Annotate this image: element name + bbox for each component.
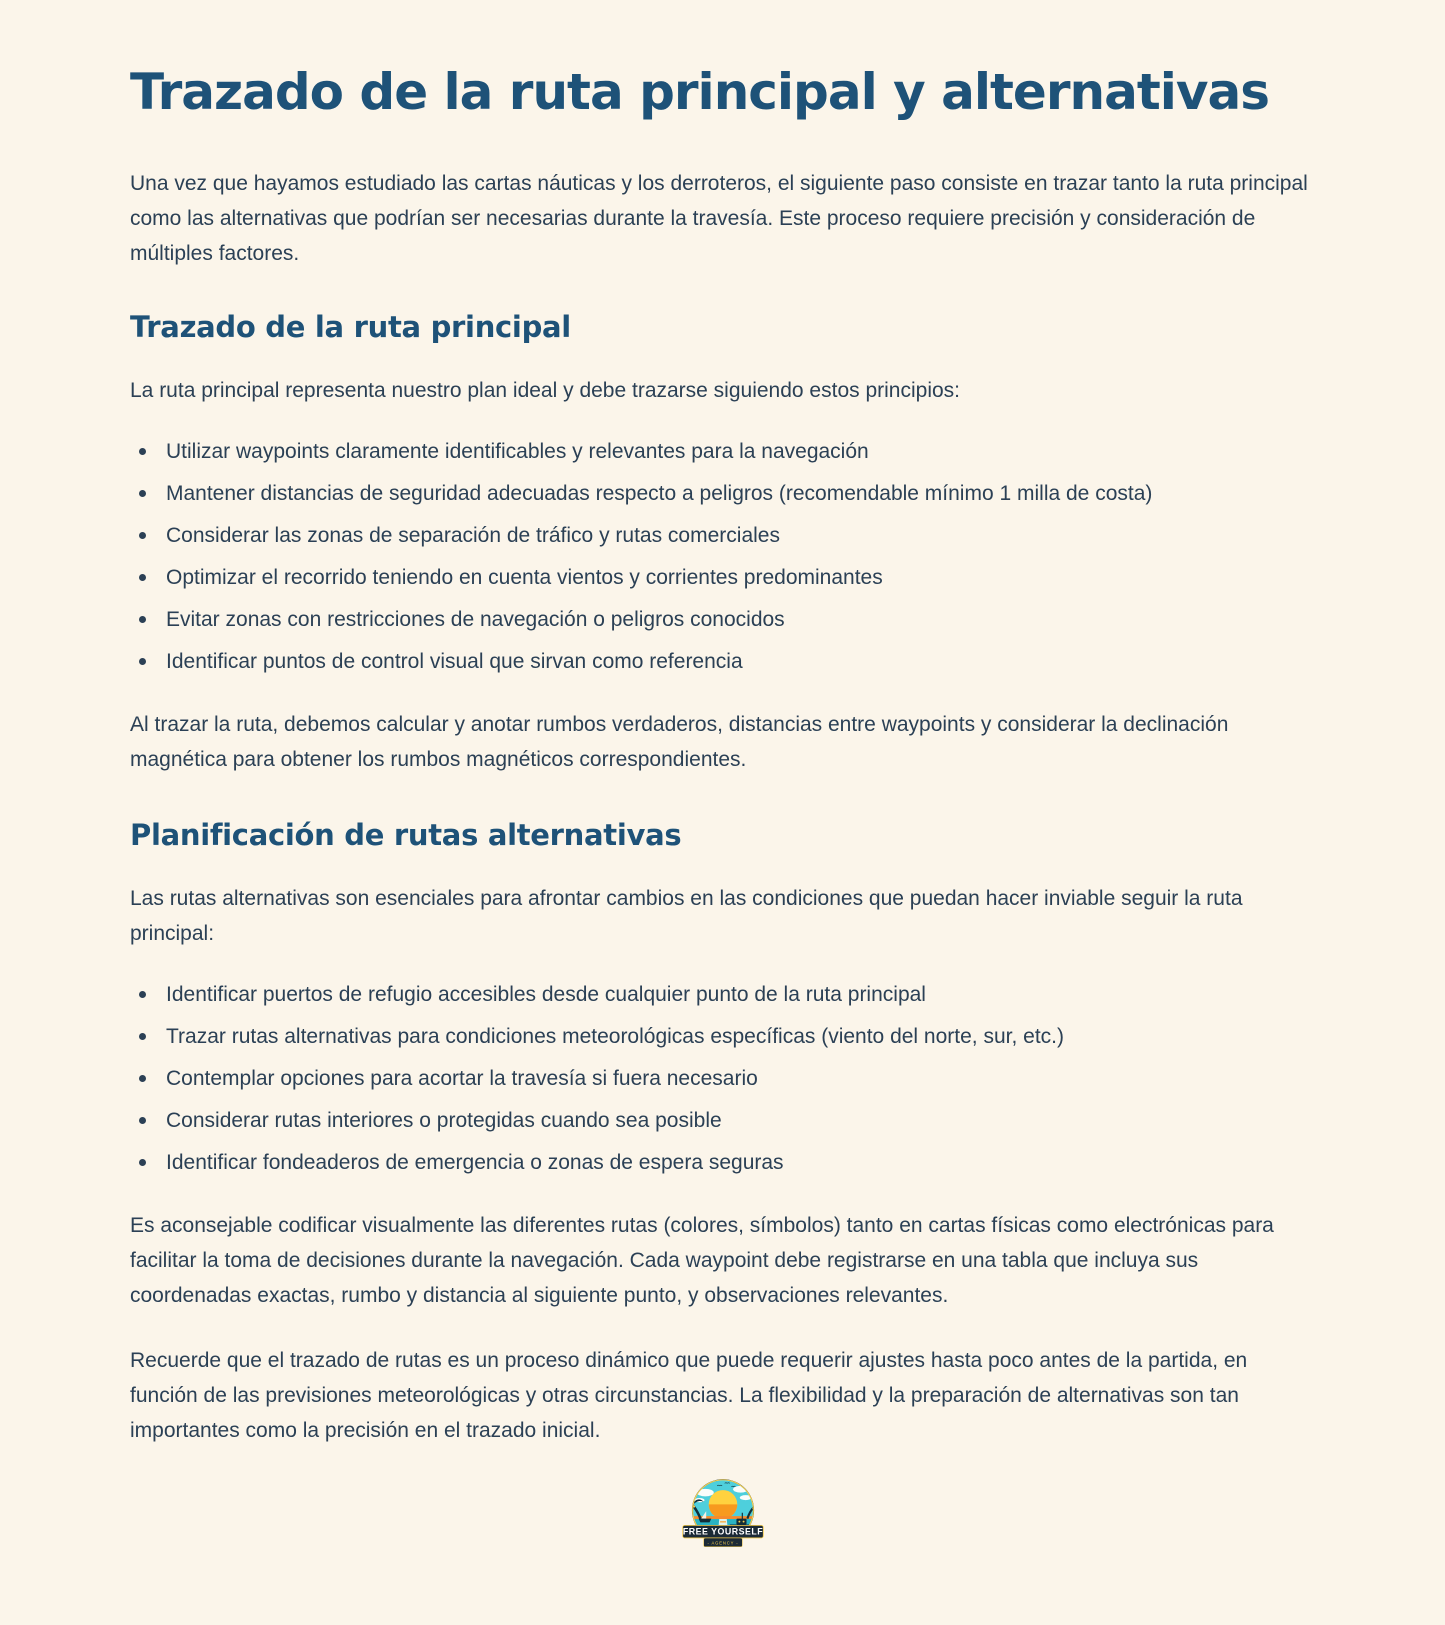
footer-logo (130, 1478, 1315, 1566)
closing-paragraph: Recuerde que el trazado de rutas es un proceso dinámico que puede requerir ajustes hasta poco antes de la partida, en función de las previsiones meteorológicas y otras circunstancias. La flexibilidad y la preparación de alternativas son tan importantes como la precisión en el trazado inicial. (130, 1349, 1248, 1442)
section-heading-ruta-principal: Trazado de la ruta principal (130, 310, 571, 344)
logo-subtitle-text: - AGENCY - (707, 1540, 738, 1546)
intro-paragraph: Una vez que hayamos estudiado las cartas náuticas y los derroteros, el siguiente paso consiste en trazar tanto la ruta principal como las alternativas que podrían ser necesarias durante la travesía. Este proceso requiere precisión y consideración de múltiples factores. (130, 172, 1308, 265)
section2-bullet-list (130, 977, 1315, 1180)
list-item: Evitar zonas con restricciones de navegación o peligros conocidos (130, 602, 1315, 637)
list-item: Utilizar waypoints claramente identificables y relevantes para la navegación (130, 434, 1315, 469)
list-item: Mantener distancias de seguridad adecuadas respecto a peligros (recomendable mínimo 1 milla de costa) (130, 476, 1315, 511)
list-item: Optimizar el recorrido teniendo en cuenta vientos y corrientes predominantes (130, 560, 1315, 595)
logo-name-text: FREE YOURSELF (682, 1526, 763, 1537)
document-page (0, 62, 1445, 1625)
section1-outro-paragraph: Al trazar la ruta, debemos calcular y anotar rumbos verdaderos, distancias entre waypoints y considerar la declinación magnética para obtener los rumbos magnéticos correspondientes. (130, 713, 1229, 771)
list-item: Trazar rutas alternativas para condiciones meteorológicas específicas (viento del norte, sur, etc.) (130, 1019, 1315, 1054)
section-heading-rutas-alternativas: Planificación de rutas alternativas (130, 818, 682, 852)
list-item: Considerar rutas interiores o protegidas cuando sea posible (130, 1103, 1315, 1138)
page-title: Trazado de la ruta principal y alternativas (130, 63, 1269, 121)
section1-lead-paragraph: La ruta principal representa nuestro plan ideal y debe trazarse siguiendo estos principios: (130, 379, 960, 402)
list-item: Considerar las zonas de separación de tráfico y rutas comerciales (130, 518, 1315, 553)
section2-lead-paragraph: Las rutas alternativas son esenciales para afrontar cambios en las condiciones que puedan hacer inviable seguir la ruta principal: (130, 887, 1243, 945)
free-yourself-agency-logo-icon (681, 1478, 765, 1566)
list-item: Identificar puertos de refugio accesibles desde cualquier punto de la ruta principal (130, 977, 1315, 1012)
list-item: Contemplar opciones para acortar la travesía si fuera necesario (130, 1061, 1315, 1096)
list-item: Identificar fondeaderos de emergencia o zonas de espera seguras (130, 1145, 1315, 1180)
section1-bullet-list (130, 434, 1315, 679)
section2-outro-paragraph: Es aconsejable codificar visualmente las diferentes rutas (colores, símbolos) tanto en cartas físicas como electrónicas para facilitar la toma de decisiones durante la navegación. Cada waypoint debe registrarse en una tabla que incluya sus coordenadas exactas, rumbo y distancia al siguiente punto, y observaciones relevantes. (130, 1214, 1274, 1307)
list-item: Identificar puntos de control visual que sirvan como referencia (130, 644, 1315, 679)
